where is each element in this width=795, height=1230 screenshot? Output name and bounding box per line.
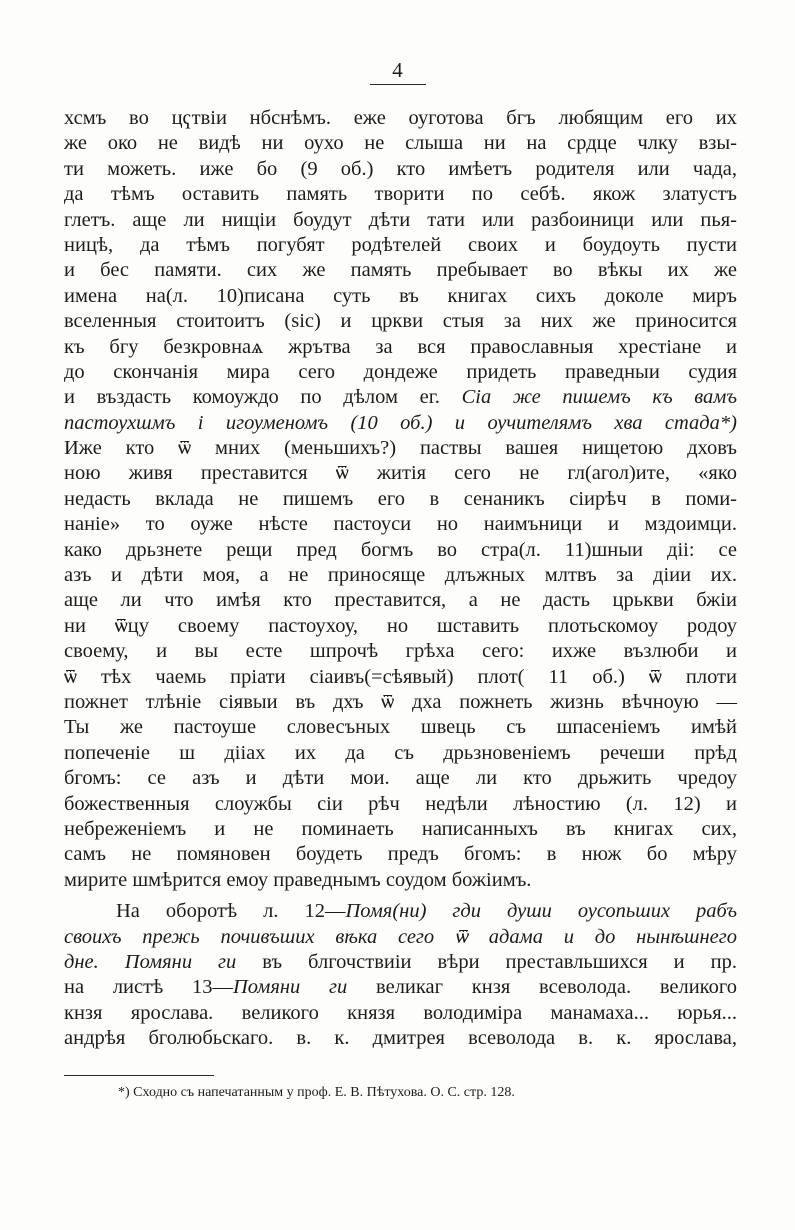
text-line: самъ не помяновен боудеть предъ бгомъ: в нюж бо мѣру: [64, 843, 737, 866]
text-line: ни ѿцу своему пастоухоу, но шставить плотьскомоу родоу: [64, 614, 737, 637]
text-line: азъ и дѣти моя, а не приносяще длъжных млтвъ за діии их.: [64, 564, 737, 587]
text-line: до скончанія мира сего дондеже придеть праведныи судия: [64, 360, 737, 383]
text-line: да тѣмъ оставить память творити по себѣ. якож златустъ: [64, 183, 737, 206]
text-line: како дрьзнете рещи пред богмъ во стра(л. 11)шныи діі: се: [64, 538, 737, 561]
text-line: недасть вклада не пишемъ его в сенаникъ сіирѣч в поми-: [64, 487, 737, 510]
text-line: бгомъ: се азъ и дѣти мои. аще ли кто дрьжить чредоу: [64, 767, 737, 790]
text-line: [64, 385, 737, 410]
footnote: *) Сходно съ напечатанным у проф. Е. В. Пѣтухова. О. С. стр. 128.: [118, 1085, 515, 1100]
text-span: [99, 951, 125, 973]
text-line: [64, 950, 737, 975]
text-line: [64, 411, 737, 436]
italic-span: Помяни ги: [232, 976, 348, 999]
italic-span: Помяни ги: [124, 950, 237, 973]
italic-span: дне.: [64, 950, 99, 973]
footnote-rule: [64, 1075, 214, 1076]
text-span: великаг кнзя всеволода. великого: [347, 976, 737, 999]
text-line: аще ли что имѣя кто преставится, а не дасть црькви бжіи: [64, 589, 737, 612]
italic-span: Сіа же пишемъ къ вамъ: [461, 386, 738, 409]
italic-span: пастоухшмъ і игоуменомъ (10 об.) и оучителямъ хва стада*): [64, 411, 737, 434]
text-line: ти можеть. иже бо (9 об.) кто имѣетъ родителя или чада,: [64, 157, 737, 180]
text-line: ницѣ, да тѣмъ погубят родѣтелей своих и боудоуть пусти: [64, 233, 737, 256]
page-number: 4: [392, 58, 403, 82]
body-text: [64, 106, 737, 1051]
text-line: ною живя преставится ѿ житія сего не гл(агол)ите, «яко: [64, 462, 737, 485]
text-line: ѿ тѣх чаемь пріати сіаивъ(=сѣявый) плот( 11 об.) ѿ плоти: [64, 665, 737, 688]
text-span: и въздасть комоуждо по дѣлом ег.: [64, 386, 440, 409]
text-line: своему, и вы есте шпрочѣ грѣха сего: ихже възлюби и: [64, 640, 737, 663]
text-line: [64, 925, 737, 950]
text-span: На оборотѣ л. 12—: [116, 900, 346, 923]
text-line: же око не видѣ ни оухо не слыша ни на срдце члку взы-: [64, 132, 737, 155]
text-line: [64, 975, 737, 1000]
text-line: къ бгу безкровнаѧ жрътва за вся православныя хрестіане и: [64, 335, 737, 358]
text-line: андрѣя бголюбьскаго. в. к. дмитрея всеволода в. к. ярослава,: [64, 1027, 737, 1050]
page-number-rule: [370, 84, 426, 85]
text-line: мирите шмѣрится емоу праведнымъ соудом божіимъ.: [64, 868, 532, 891]
text-line: кнзя ярослава. великого князя володиміра манамаха... юрья...: [64, 1001, 737, 1024]
text-line: попеченіе ш діiах их да съ дрьзновеніемъ речеши прѣд: [64, 741, 737, 764]
italic-span: Помя(ни) гди души оусопьших рабъ: [345, 900, 737, 923]
text-line: глетъ. аще ли нищіи боудут дѣти тати или разбоиници или пья-: [64, 208, 737, 231]
text-line: [64, 899, 737, 924]
text-line: имена на(л. 10)писана суть въ книгах сихъ доколе миръ: [64, 284, 737, 307]
text-line: небреженіемъ и не поминаеть написанныхъ въ книгах сих,: [64, 817, 737, 840]
text-line: хсмъ во цҁтвіи нбснѣмъ. еже оуготова бгъ любящим его их: [64, 107, 737, 129]
text-line: Иже кто ѿ мних (меньшихъ?) паствы вашея нищетою дховъ: [64, 437, 737, 460]
text-line: наніе» то оуже нѣсте пастоуси но наимъници и мздоимци.: [64, 513, 737, 536]
text-span: на листѣ 13—: [64, 976, 233, 999]
text-line: божественныя слоужбы сіи рѣч недѣли лѣностию (л. 12) и: [64, 792, 737, 815]
text-line: пожнет тлѣніе сіявыи въ дхъ ѿ дха пожнеть жизнь вѣчноую —: [64, 690, 737, 713]
text-span: въ блгочствиіи вѣри преставльшихся и пр.: [236, 950, 737, 973]
italic-span: своихъ прежь почивъших вѣка сего ѿ адама и до нынѣшнего: [64, 925, 737, 948]
text-line: Ты же пастоуше словесъных швець съ шпасеніемъ имѣй: [64, 716, 737, 739]
text-line: и бес памяти. сих же память пребывает во вѣкы их же: [64, 259, 737, 282]
text-line: вселенныя стоитоитъ (sic) и цркви стыя за них же приносится: [64, 310, 737, 333]
